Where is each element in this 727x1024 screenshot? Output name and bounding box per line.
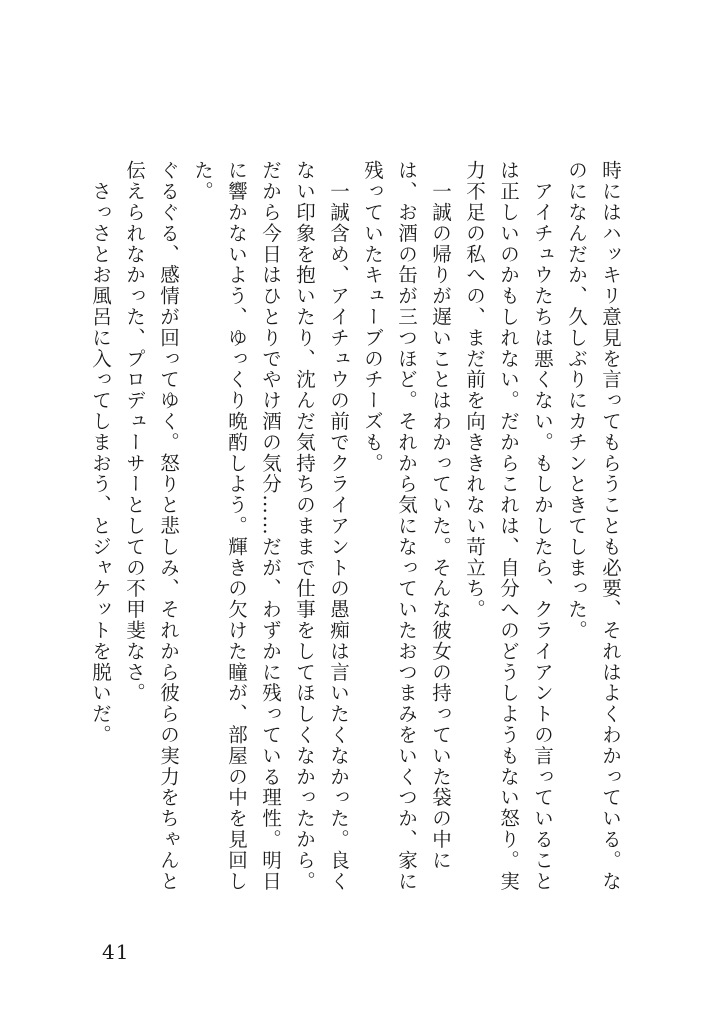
paragraph-4: 一誠含め、アイチュウの前でクライアントの愚痴は言いたくなかった。良くない印象を抱いたり、沈んだ気持ちのままで仕事をしてほしくなかったから。 <box>293 160 350 892</box>
paragraph-3: 一誠の帰りが遅いことはわかっていた。そんな彼女の持っていた袋の中には、お酒の缶が三つほど。それから気になっていたおつまみをいくつか、家に残っていたキューブのチーズも。 <box>361 160 452 892</box>
page-number: 41 <box>102 940 130 964</box>
vertical-text-body <box>87 160 627 900</box>
paragraph-6: ぐるぐる、感情が回ってゆく。怒りと悲しみ、それから彼らの実力をちゃんと伝えられなかった、プロデューサーとしての不甲斐なさ。 <box>123 160 180 892</box>
paragraph-7: さっさとお風呂に入ってしまおう、とジャケットを脱いだ。 <box>89 160 112 746</box>
paragraph-1: 時にはハッキリ意見を言ってもらうことも必要、それはよくわかっている。なのになんだか、久しぶりにカチンときてしまった。 <box>565 160 622 892</box>
paragraph-5: だから今日はひとりでやけ酒の気分……だが、わずかに残っている理性。明日に響かないよう、ゆっくり晩酌しよう。輝きの欠けた瞳が、部屋の中を見回した。 <box>191 160 282 892</box>
paragraph-2: アイチュウたちは悪くない。もしかしたら、クライアントの言っていることは正しいのかもしれない。だからこれは、自分へのどうしようもない怒り。実力不足の私への、まだ前を向ききれない苛立ち。 <box>463 160 554 892</box>
